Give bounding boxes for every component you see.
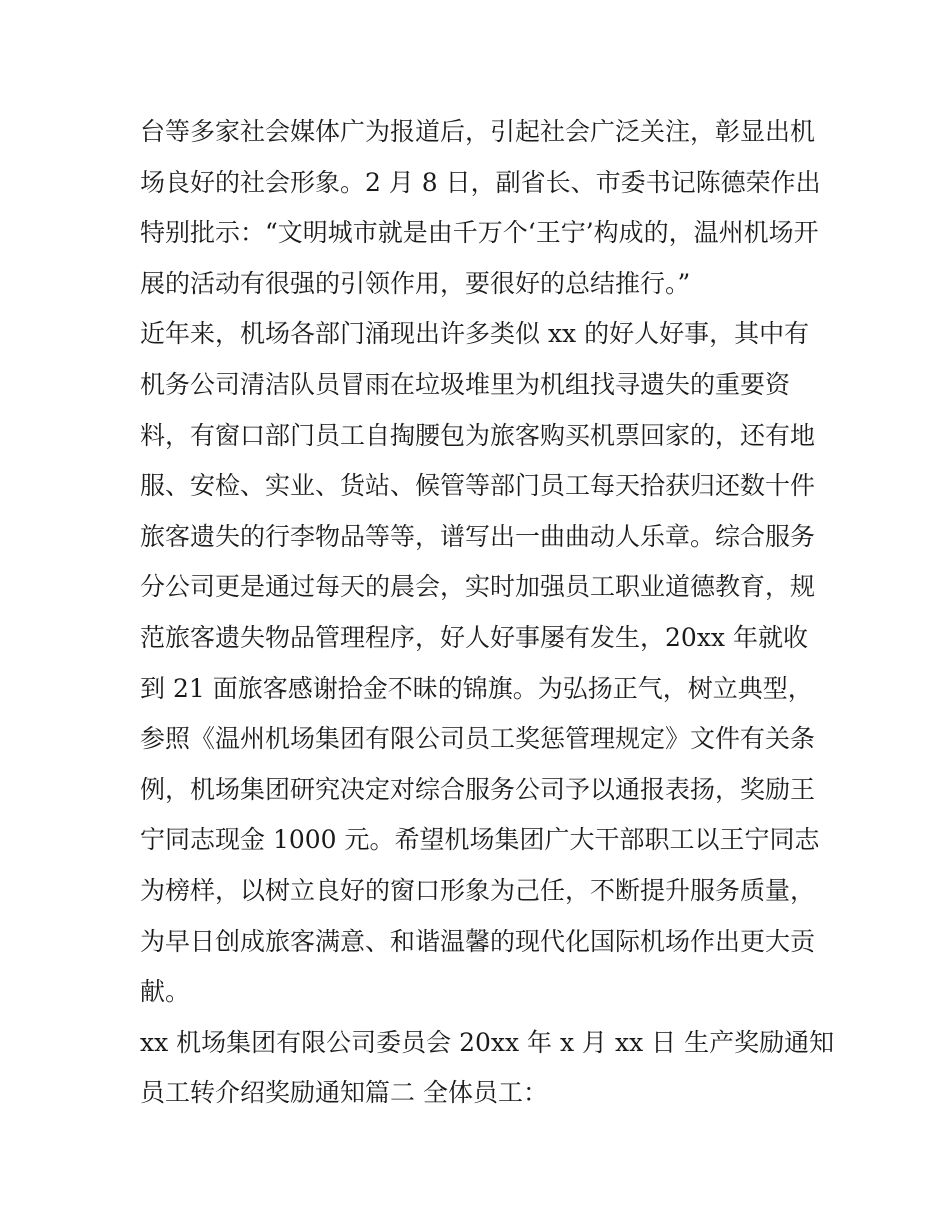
text-line: 展的活动有很强的引领作用，要很好的总结推行。” <box>140 268 691 298</box>
text-line: 献。 <box>140 977 191 1007</box>
body-text <box>140 107 835 1119</box>
text-line: 参照《温州机场集团有限公司员工奖惩管理规定》文件有关条 <box>140 724 816 754</box>
text-line: 范旅客遗失物品管理程序，好人好事屡有发生，20xx 年就收 <box>140 622 808 652</box>
text-line: 旅客遗失的行李物品等等，谱写出一曲曲动人乐章。综合服务 <box>140 521 816 551</box>
text-line: 员工转介绍奖励通知篇二 全体员工： <box>140 1078 548 1108</box>
text-line: 为早日创成旅客满意、和谐温馨的现代化国际机场作出更大贡 <box>140 926 816 956</box>
text-line: 料，有窗口部门员工自掏腰包为旅客购买机票回家的，还有地 <box>140 420 816 450</box>
text-line: 近年来，机场各部门涌现出许多类似 xx 的好人好事，其中有 <box>140 319 810 349</box>
text-line: 机务公司清洁队员冒雨在垃圾堆里为机组找寻遗失的重要资 <box>140 369 791 399</box>
text-line: xx 机场集团有限公司委员会 20xx 年 x 月 xx 日 生产奖励通知 <box>140 1027 835 1057</box>
text-line: 服、安检、实业、货站、候管等部门员工每天拾获归还数十件 <box>140 471 816 501</box>
text-line: 为榜样，以树立良好的窗口形象为己任，不断提升服务质量， <box>140 875 816 905</box>
text-line: 特别批示：“文明城市就是由千万个‘王宁’构成的，温州机场开 <box>140 218 819 248</box>
text-line: 到 21 面旅客感谢拾金不昧的锦旗。为弘扬正气，树立典型， <box>140 673 813 703</box>
text-line: 分公司更是通过每天的晨会，实时加强员工职业道德教育，规 <box>140 572 816 602</box>
text-line: 例，机场集团研究决定对综合服务公司予以通报表扬，奖励王 <box>140 774 816 804</box>
text-line: 宁同志现金 1000 元。希望机场集团广大干部职工以王宁同志 <box>140 825 820 855</box>
text-line: 台等多家社会媒体广为报道后，引起社会广泛关注，彰显出机 <box>140 117 816 146</box>
text-line: 场良好的社会形象。2 月 8 日，副省长、市委书记陈德荣作出 <box>140 167 821 197</box>
